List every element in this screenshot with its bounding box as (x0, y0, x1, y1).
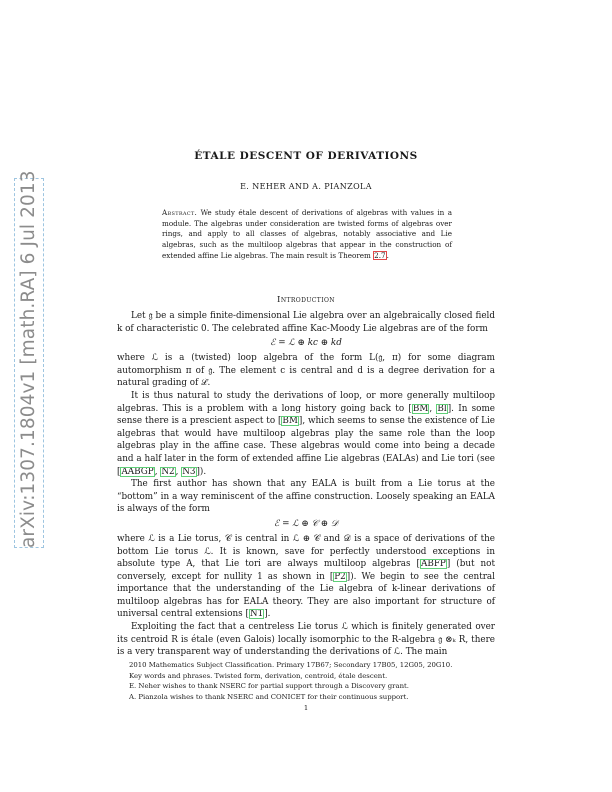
abstract-label: Abstract. (162, 208, 198, 217)
footnote-keywords: Key words and phrases. Twisted form, derivation, centroid, étale descent. (129, 671, 388, 680)
equation: ℰ = ℒ ⊕ kc ⊕ kd (270, 338, 342, 349)
paper-title: ÉTALE DESCENT OF DERIVATIONS (194, 150, 418, 162)
paragraph-text: ). We begin to see the central importance that the understanding of the Lie algebra of k-linear derivations of multiloop algebras has for EALA theory. They are also important for structure of universal central extensions (117, 571, 495, 620)
citation-link[interactable]: ABFP (421, 559, 446, 570)
section-heading: Introduction (277, 295, 335, 305)
citation-link[interactable]: N2 (161, 466, 175, 477)
paragraph: Exploiting the fact that a centreless Lie torus ℒ which is finitely generated over its centroid R is étale (even Galois) locally isomorphic to the R-algebra 𝔤 ⊗ₖ R, there is a very transparent way of understanding the derivations of ℒ. The main (117, 622, 495, 658)
paragraph-text: In some sense there is a prescient aspect to (117, 403, 495, 427)
equation: ℰ = ℒ ⊕ 𝒞 ⊕ 𝒟 (274, 518, 338, 529)
theorem-ref-link[interactable]: 2.7 (374, 250, 386, 260)
paragraph: Let 𝔤 be a simple finite-dimensional Lie algebra over an algebraically closed field k of characteristic 0. The celebrated affine Kac-Moody Lie algebras are of the form (117, 311, 495, 334)
footnote-msc: 2010 Mathematics Subject Classification. Primary 17B67; Secondary 17B05, 12G05, 20G10. (129, 661, 453, 669)
footnotes (117, 660, 495, 702)
citation-link[interactable]: N1 (249, 609, 264, 620)
arxiv-stamp[interactable]: arXiv:1307.1804v1 [math.RA] 6 Jul 2013 (18, 170, 39, 548)
page-number: 1 (303, 704, 309, 712)
citation-link[interactable]: P2 (334, 571, 346, 582)
abstract (162, 208, 452, 262)
abstract-text: We study étale descent of derivations of algebras with values in a module. The algebras under consideration are twisted forms of algebras over rings, and apply to all classes of algebras, notably associative and Lie algebras, such as the multiloop algebras that appear in the construction of extended affine Lie algebras. The main result is Theorem (162, 208, 452, 260)
citation-link[interactable]: N3 (182, 466, 196, 477)
footnote-neher: E. Neher wishes to thank NSERC for partial support through a Discovery grant. (129, 682, 409, 690)
paragraph-text: (but not conversely, except for nullity 1 as shown in (117, 559, 496, 582)
citation-link[interactable]: AABGP (121, 466, 154, 477)
paragraph: where ℒ is a (twisted) loop algebra of the form L(𝔤, π) for some diagram automorphism π of 𝔤. The element c is central and d is a degree derivation for a natural grading of ℒ. (117, 353, 495, 389)
citation-link[interactable]: BM (282, 416, 298, 427)
citation-link[interactable]: BM (412, 403, 429, 414)
paragraph-text: It is thus natural to study the derivations of loop, or more generally multiloop algebras. This is a problem with a long history going back to (117, 390, 495, 414)
citation-link[interactable]: Bl (437, 403, 447, 414)
paper-authors: E. NEHER AND A. PIANZOLA (240, 182, 372, 191)
abstract-end: . (386, 250, 389, 260)
paragraph: It is thus natural to study the derivations of loop, or more generally multiloop algebras. This is a problem with a long history going back to [BM, Bl]. In some sense there is a prescient aspect to [BM], which seems to sense the existence of Lie algebras that would have multiloop algebras play the same role than the loop algebras play in the affine case. These algebras would come into being a decade and a half later in the form of extended affine Lie algebras (EALAs) and Lie tori (see [AABGP, N2, N3]). (117, 390, 496, 477)
paragraph-text: where ℒ is a Lie torus, 𝒞 is central in ℒ ⊕ 𝒞 and 𝒟 is a space of derivations of the bottom Lie torus ℒ. It is known, save for perfectly understood exceptions in absolute type A, that Lie tori are always multiloop algebras (117, 533, 495, 570)
body-text (117, 310, 495, 659)
footnote-pianzola: A. Pianzola wishes to thank NSERC and CONICET for their continuous support. (129, 692, 409, 701)
paragraph: The first author has shown that any EALA is built from a Lie torus at the “bottom” in a way reminiscent of the affine construction. Loosely speaking an EALA is always of the form (117, 479, 495, 515)
paragraph: where ℒ is a Lie torus, 𝒞 is central in ℒ ⊕ 𝒞 and 𝒟 is a space of derivations of the bottom Lie torus ℒ. It is known, save for perfectly understood exceptions in absolute type A, that Lie tori are always multiloop algebras [ABFP] (but not conversely, except for nullity 1 as shown in [P2]). We begin to see the central importance that the understanding of the Lie algebra of k-linear derivations of multiloop algebras has for EALA theory. They are also important for structure of universal central extensions [N1]. (117, 533, 496, 620)
paragraph-text: , which seems to sense the existence of Lie algebras that would have multiloop algebras play the same role than the loop algebras play in the affine case. These algebras would come into being a decade and a half later in the form of extended affine Lie algebras (EALAs) and Lie tori (see (117, 416, 496, 464)
